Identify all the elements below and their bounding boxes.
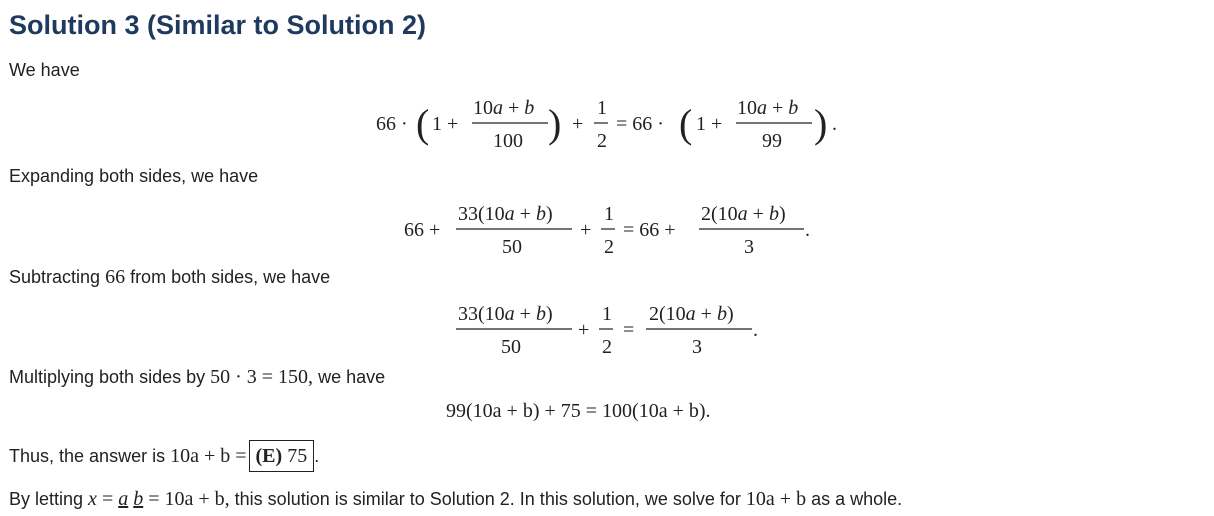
paragraph-answer bbox=[9, 440, 319, 472]
answer-period: . bbox=[314, 446, 320, 466]
svg-text:=: = bbox=[623, 319, 635, 341]
paragraph-we-have: We have bbox=[9, 60, 80, 80]
letting-text-post: as a whole. bbox=[806, 489, 903, 509]
subtracting-number: 66 bbox=[105, 266, 126, 288]
svg-text:2(10a + b): 2(10a + b) bbox=[701, 203, 786, 225]
paragraph-letting bbox=[9, 488, 902, 511]
svg-text:10a + b: 10a + b bbox=[737, 97, 799, 119]
svg-text:2: 2 bbox=[597, 130, 607, 152]
svg-text:2(10a + b): 2(10a + b) bbox=[649, 303, 734, 325]
multiplying-text-pre: Multiplying both sides by bbox=[9, 367, 211, 387]
letting-b: b bbox=[133, 488, 144, 510]
svg-text:(: ( bbox=[416, 101, 430, 146]
letting-expr: 10a + b bbox=[745, 488, 807, 510]
answer-choice-letter: (E) bbox=[255, 445, 283, 467]
letting-rest: = 10a + b, bbox=[143, 488, 230, 510]
svg-text:1: 1 bbox=[597, 97, 607, 119]
equation-2-graphic bbox=[404, 198, 824, 262]
svg-text:33(10a + b): 33(10a + b) bbox=[458, 203, 553, 225]
svg-text:.: . bbox=[753, 319, 758, 341]
svg-text:): ) bbox=[814, 101, 828, 146]
equation-4 bbox=[446, 400, 711, 423]
svg-text:66 +: 66 + bbox=[404, 219, 441, 241]
svg-text:50: 50 bbox=[501, 336, 521, 358]
section-heading: Solution 3 (Similar to Solution 2) bbox=[9, 10, 426, 40]
svg-text:= 66 +: = 66 + bbox=[623, 219, 676, 241]
svg-text:3: 3 bbox=[692, 336, 702, 358]
svg-text:1: 1 bbox=[604, 203, 614, 225]
equation-4-text: 99(10a + b) + 75 = 100(10a + b). bbox=[446, 400, 711, 422]
svg-text:33(10a + b): 33(10a + b) bbox=[458, 303, 553, 325]
multiplying-text-post: we have bbox=[313, 367, 386, 387]
svg-text:= 66 ·: = 66 · bbox=[616, 113, 664, 135]
letting-x: x bbox=[88, 488, 97, 510]
subtracting-text-post: from both sides, we have bbox=[125, 267, 331, 287]
svg-text:3: 3 bbox=[744, 236, 754, 258]
equation-3 bbox=[456, 298, 776, 362]
letting-a: a bbox=[118, 488, 129, 510]
letting-text-mid: this solution is similar to Solution 2. In this solution, we solve for bbox=[229, 489, 746, 509]
svg-text:.: . bbox=[805, 219, 810, 241]
letting-eq: = bbox=[96, 488, 119, 510]
paragraph-expanding: Expanding both sides, we have bbox=[9, 166, 259, 186]
svg-text:99: 99 bbox=[762, 130, 782, 152]
answer-box bbox=[249, 440, 315, 472]
svg-text:10a + b: 10a + b bbox=[473, 97, 535, 119]
svg-text:66 ·: 66 · bbox=[376, 113, 408, 135]
svg-text:(: ( bbox=[679, 101, 693, 146]
svg-text:2: 2 bbox=[604, 236, 614, 258]
svg-text:.: . bbox=[832, 113, 837, 135]
svg-text:1: 1 bbox=[602, 303, 612, 325]
svg-text:2: 2 bbox=[602, 336, 612, 358]
letting-text-pre: By letting bbox=[9, 489, 89, 509]
answer-value: 75 bbox=[287, 445, 308, 467]
svg-text:+: + bbox=[578, 319, 590, 341]
svg-text:+: + bbox=[572, 113, 584, 135]
svg-text:): ) bbox=[548, 101, 562, 146]
equation-1 bbox=[376, 92, 846, 160]
answer-math: 10a + b = bbox=[170, 445, 247, 467]
answer-text-pre: Thus, the answer is bbox=[9, 446, 171, 466]
equation-3-graphic bbox=[456, 298, 776, 362]
multiplying-math: 50 · 3 = 150, bbox=[210, 366, 314, 388]
svg-text:50: 50 bbox=[502, 236, 522, 258]
svg-text:+: + bbox=[580, 219, 592, 241]
equation-1-graphic bbox=[376, 92, 846, 160]
svg-text:100: 100 bbox=[493, 130, 523, 152]
equation-2 bbox=[404, 198, 824, 262]
paragraph-multiplying bbox=[9, 366, 385, 389]
subtracting-text-pre: Subtracting bbox=[9, 267, 106, 287]
svg-text:1 +: 1 + bbox=[432, 113, 459, 135]
svg-text:1 +: 1 + bbox=[696, 113, 723, 135]
paragraph-subtracting bbox=[9, 266, 330, 289]
